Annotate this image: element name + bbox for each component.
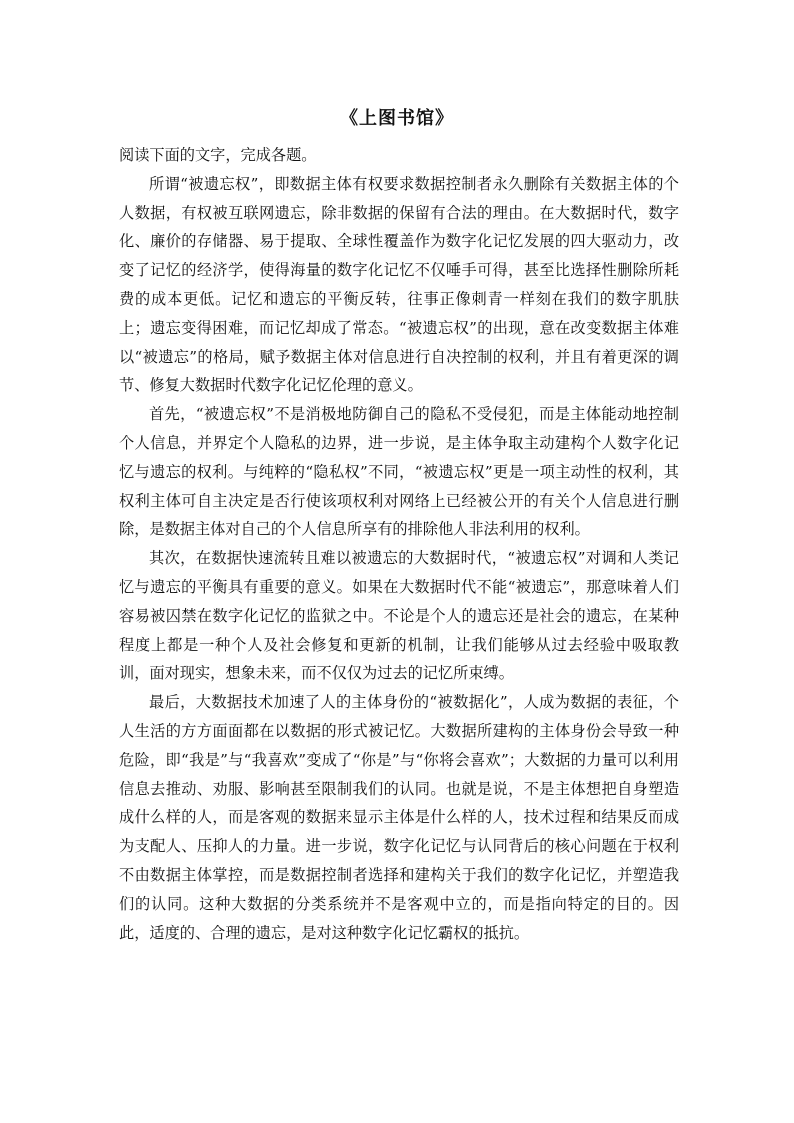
instruction-text: 阅读下面的文字，完成各题。 [119,146,317,164]
document-body [119,141,679,947]
document-title: 《上图书馆》 [340,108,454,129]
paragraph-4: 最后，大数据技术加速了人的主体身份的“被数据化”，人成为数据的表征，个人生活的方方面面都在以数据的形式被记忆。大数据所建构的主体身份会导致一种危险，即“我是”与“我喜欢”变成了“你是”与“你将会喜欢”；大数据的力量可以利用信息去推动、劝服、影响甚至限制我们的认同。也就是说，不是主体想把自身塑造成什么样的人，而是客观的数据来显示主体是什么样的人，技术过程和结果反而成为支配人、压抑人的力量。进一步说，数字化记忆与认同背后的核心问题在于权利不由数据主体掌控，而是数据控制者选择和建构关于我们的数字化记忆，并塑造我们的认同。这种大数据的分类系统并不是客观中立的，而是指向特定的目的。因此，适度的、合理的遗忘，是对这种数字化记忆霸权的抵抗。 [119,693,679,942]
paragraph-1: 所谓“被遗忘权”，即数据主体有权要求数据控制者永久删除有关数据主体的个人数据，有权被互联网遗忘，除非数据的保留有合法的理由。在大数据时代，数字化、廉价的存储器、易于提取、全球性覆盖作为数字化记忆发展的四大驱动力，改变了记忆的经济学，使得海量的数字化记忆不仅唾手可得，甚至比选择性删除所耗费的成本更低。记忆和遗忘的平衡反转，往事正像刺青一样刻在我们的数字肌肤上；遗忘变得困难，而记忆却成了常态。“被遗忘权”的出现，意在改变数据主体难以“被遗忘”的格局，赋予数据主体对信息进行自决控制的权利，并且有着更深的调节、修复大数据时代数字化记忆伦理的意义。 [119,174,679,395]
paragraph-3: 其次，在数据快速流转且难以被遗忘的大数据时代，“被遗忘权”对调和人类记忆与遗忘的平衡具有重要的意义。如果在大数据时代不能“被遗忘”，那意味着人们容易被囚禁在数字化记忆的监狱之中。不论是个人的遗忘还是社会的遗忘，在某种程度上都是一种个人及社会修复和更新的机制，让我们能够从过去经验中吸取教训，面对现实，想象未来，而不仅仅为过去的记忆所束缚。 [119,549,679,683]
paragraph-2: 首先，“被遗忘权”不是消极地防御自己的隐私不受侵犯，而是主体能动地控制个人信息，并界定个人隐私的边界，进一步说，是主体争取主动建构个人数字化记忆与遗忘的权利。与纯粹的“隐私权”不同，“被遗忘权”更是一项主动性的权利，其权利主体可自主决定是否行使该项权利对网络上已经被公开的有关个人信息进行删除，是数据主体对自己的个人信息所享有的排除他人非法利用的权利。 [119,405,679,539]
